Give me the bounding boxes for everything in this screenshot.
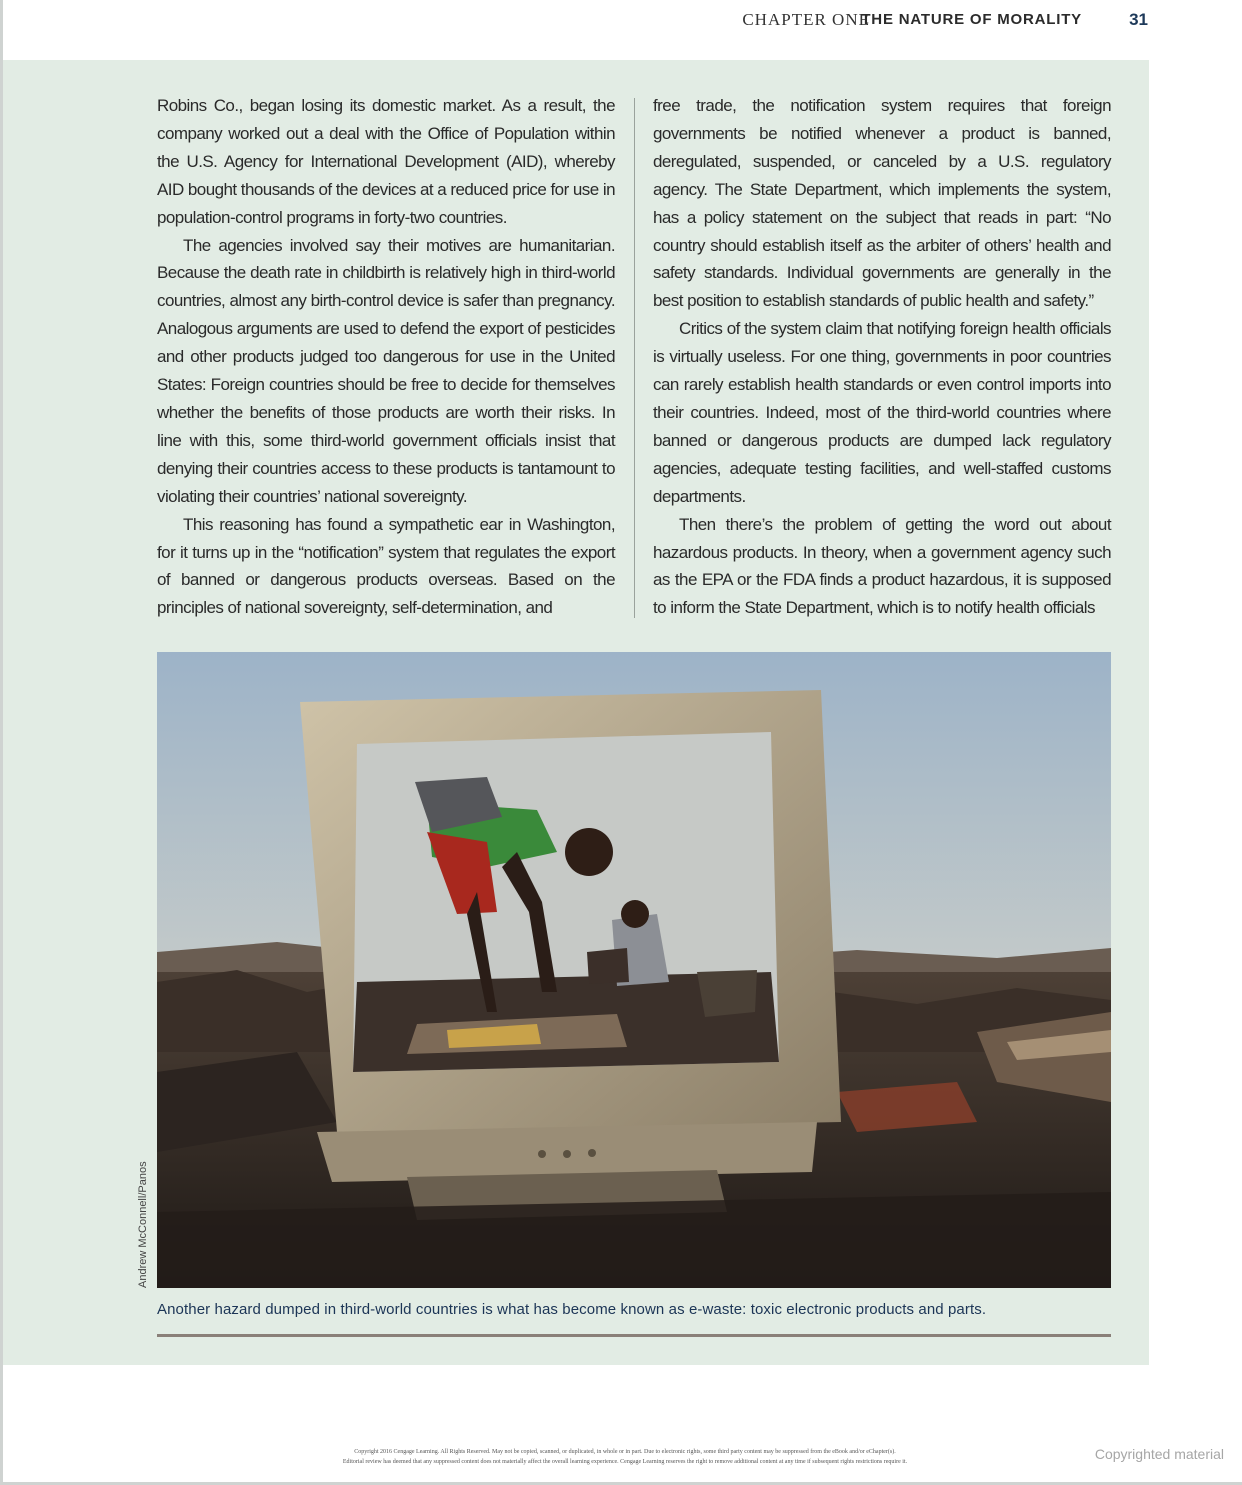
running-head: [600, 10, 1148, 34]
column-divider: [634, 98, 635, 618]
caption-rule: [157, 1334, 1111, 1337]
e-waste-photo: [157, 652, 1111, 1288]
text-column-right: [653, 92, 1111, 622]
paragraph: free trade, the notification system requires that foreign governments be notified whenever a product is banned, deregulated, suspended, or canceled by a U.S. regulatory agency. The State Department, which implements the system, has a policy statement on the subject that reads in part: “No country should establish itself as the arbiter of others’ health and safety standards. Individual governments are generally in the best position to establish standards of public health and safety.”: [653, 96, 1111, 311]
copyright-line: Copyright 2016 Cengage Learning. All Rights Reserved. May not be copied, scanned, or duplicated, in whole or in part. Due to electronic rights, some third party content may be suppressed from the eBook and/or eChapter(s).: [354, 1449, 896, 1455]
paragraph: Robins Co., began losing its domestic market. As a result, the company worked out a deal with the Office of Population within the U.S. Agency for International Development (AID), whereby AID bought thousands of the devices at a reduced price for use in population-control programs in forty-two countries.: [157, 96, 615, 227]
figure-caption: Another hazard dumped in third-world countries is what has become known as e-waste: toxic electronic products and parts.: [157, 1301, 987, 1318]
paragraph: This reasoning has found a sympathetic ear in Washington, for it turns up in the “notification” system that regulates the export of banned or dangerous products overseas. Based on the principles of national sovereignty, self-determination, and: [157, 514, 615, 618]
photo-credit: Andrew McConnell/Panos: [137, 1161, 149, 1288]
page-number: 31: [1129, 10, 1148, 29]
photo-illustration: [157, 652, 1111, 1288]
copyrighted-material-watermark: Copyrighted material: [1094, 1446, 1224, 1462]
paragraph: Then there’s the problem of getting the word out about hazardous products. In theory, when a government agency such as the EPA or the FDA finds a product hazardous, it is supposed to inform the State Department, which is to notify health officials: [653, 514, 1111, 618]
chapter-label: CHAPTER ONE: [742, 10, 870, 29]
chapter-title: THE NATURE OF MORALITY: [861, 11, 1082, 28]
copyright-notice: [210, 1447, 1040, 1467]
paragraph: Critics of the system claim that notifying foreign health officials is virtually useless. For one thing, governments in poor countries can rarely establish health standards or even control imports into their countries. Indeed, most of the third-world countries where banned or dangerous products are dumped lack regulatory agencies, adequate testing facilities, and well-staffed customs departments.: [653, 319, 1111, 506]
text-column-left: [157, 92, 615, 622]
paragraph: The agencies involved say their motives are humanitarian. Because the death rate in childbirth is relatively high in third-world countries, almost any birth-control device is safer than pregnancy. Analogous arguments are used to defend the export of pesticides and other products judged too dangerous for use in the United States: Foreign countries should be free to decide for themselves whether the benefits of those products are worth their risks. In line with this, some third-world government officials insist that denying their countries access to these products is tantamount to violating their countries’ national sovereignty.: [157, 235, 615, 506]
copyright-line: Editorial review has deemed that any suppressed content does not materially affect the overall learning experience. Cengage Learning reserves the right to remove additional content at any time if subsequent rights restrictions require it.: [342, 1459, 908, 1465]
